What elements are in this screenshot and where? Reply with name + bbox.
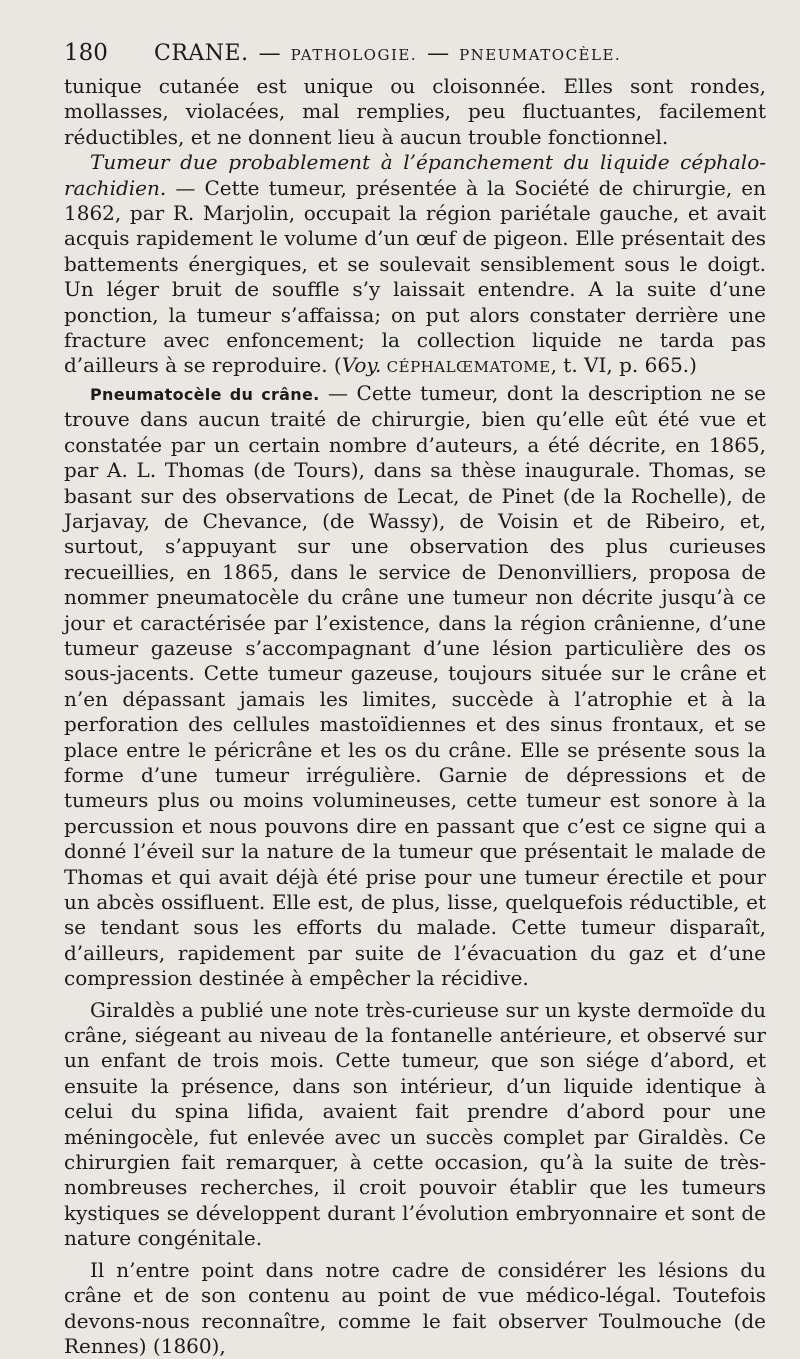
reference-term: CÉPHALŒMATOME bbox=[381, 358, 551, 377]
paragraph-text: Il n’entre point dans notre cadre de considérer les lésions du crâne et de son contenu au point de vue médico-légal. Toutefois devons-nous reconnaître, comme le fait observer Toulmouche (de Rennes) (1860), bbox=[64, 1257, 766, 1358]
reference-tail: , t. VI, p. 665.) bbox=[550, 353, 697, 378]
running-head bbox=[64, 40, 766, 74]
body-text bbox=[64, 74, 766, 1359]
paragraph-lead: Tumeur due probablement à l’épanchement du liquide céphalo-rachidien. bbox=[64, 150, 766, 200]
paragraph-text: — Cette tumeur, présentée à la Société de chirurgie, en 1862, par R. Marjolin, occupait la région pariétale gauche, et avait acquis rapidement le volume d’un œuf de pigeon. Elle présentait des battements énergiques, et se soulevait sensiblement sous le doigt. Un léger bruit de souffle s’y laissait entendre. A la suite d’une ponction, la tumeur s’affaissa; on put alors constater derrière une fracture avec enfoncement; la collection liquide ne tarda pas d’ailleurs à se reproduire. ( bbox=[64, 175, 766, 378]
section-heading: Pneumatocèle du crâne. bbox=[90, 384, 320, 404]
paragraph-giraldes bbox=[64, 998, 766, 1252]
running-subsection: PNEUMATOCÈLE. bbox=[459, 46, 622, 64]
paragraph-continuation bbox=[64, 74, 766, 150]
reference-voy: Voy. bbox=[341, 353, 382, 378]
page-number: 180 bbox=[64, 40, 108, 66]
running-section: PATHOLOGIE. bbox=[290, 46, 418, 64]
running-title: CRANE. bbox=[154, 41, 249, 66]
paragraph-tumeur-epanchement bbox=[64, 150, 766, 381]
paragraph-text: tunique cutanée est unique ou cloisonnée. Elles sont rondes, mollasses, violacées, mal remplies, peu fluctuantes, facilement réductibles, et ne donnent lieu à aucun trouble fonctionnel. bbox=[64, 74, 766, 149]
running-head-separator: — bbox=[258, 41, 281, 66]
paragraph-text: — Cette tumeur, dont la description ne se trouve dans aucun traité de chirurgie, bien qu’elle eût été vue et constatée par un certain nombre d’auteurs, a été décrite, en 1865, par A. L. Thomas (de Tours), dans sa thèse inaugurale. Thomas, se basant sur des observations de Lecat, de Pinet (de la Rochelle), de Jarjavay, de Chevance, (de Wassy), de Voisin et de Ribeiro, et, surtout, s’appuyant sur une observation des plus curieuses recueillies, en 1865, dans le service de Denonvilliers, proposa de nommer pneumatocèle du crâne une tumeur non décrite jusqu’à ce jour et caractérisée par l’existence, dans la région crânienne, d’une tumeur gazeuse s’accompagnant d’une lésion particulière des os sous-jacents. Cette tumeur gazeuse, toujours située sur le crâne et n’en dépassant jamais les limites, succède à l’atrophie et à la perforation des cellules mastoïdiennes et des sinus frontaux, et se place entre le péricrâne et les os du crâne. Elle se présente sous la forme d’une tumeur irrégulière. Garnie de dépressions et de tumeurs plus ou moins volumineuses, cette tumeur est sonore à la percussion et nous pouvons dire en passant que c’est ce signe qui a donné l’éveil sur la nature de la tumeur que présentait le malade de Thomas et qui avait déjà été prise pour une tumeur érectile et pour un abcès ossifluent. Elle est, de plus, lisse, quelquefois réductible, et se tendant sous les efforts du malade. Cette tumeur disparaît, d’ailleurs, rapidement par suite de l’évacuation du gaz et d’une compression destinée à empêcher la récidive. bbox=[64, 380, 766, 991]
paragraph-pneumatocele bbox=[64, 381, 766, 992]
paragraph-medico-legal bbox=[64, 1258, 766, 1359]
running-head-separator: — bbox=[427, 41, 450, 66]
paragraph-text: Giraldès a publié une note très-curieuse sur un kyste dermoïde du crâne, siégeant au niveau de la fontanelle antérieure, et observé sur un enfant de trois mois. Cette tumeur, que son siége d’abord, et ensuite la présence, dans son intérieur, d’un liquide identique à celui du spina lifida, avaient fait prendre d’abord pour une méningocèle, fut enlevée avec un succès complet par Giraldès. Ce chirurgien fait remarquer, à cette occasion, qu’à la suite de très-nombreuses recherches, il croit pouvoir établir que les tumeurs kystiques se développent durant l’évolution embryonnaire et sont de nature congénitale. bbox=[64, 997, 766, 1251]
